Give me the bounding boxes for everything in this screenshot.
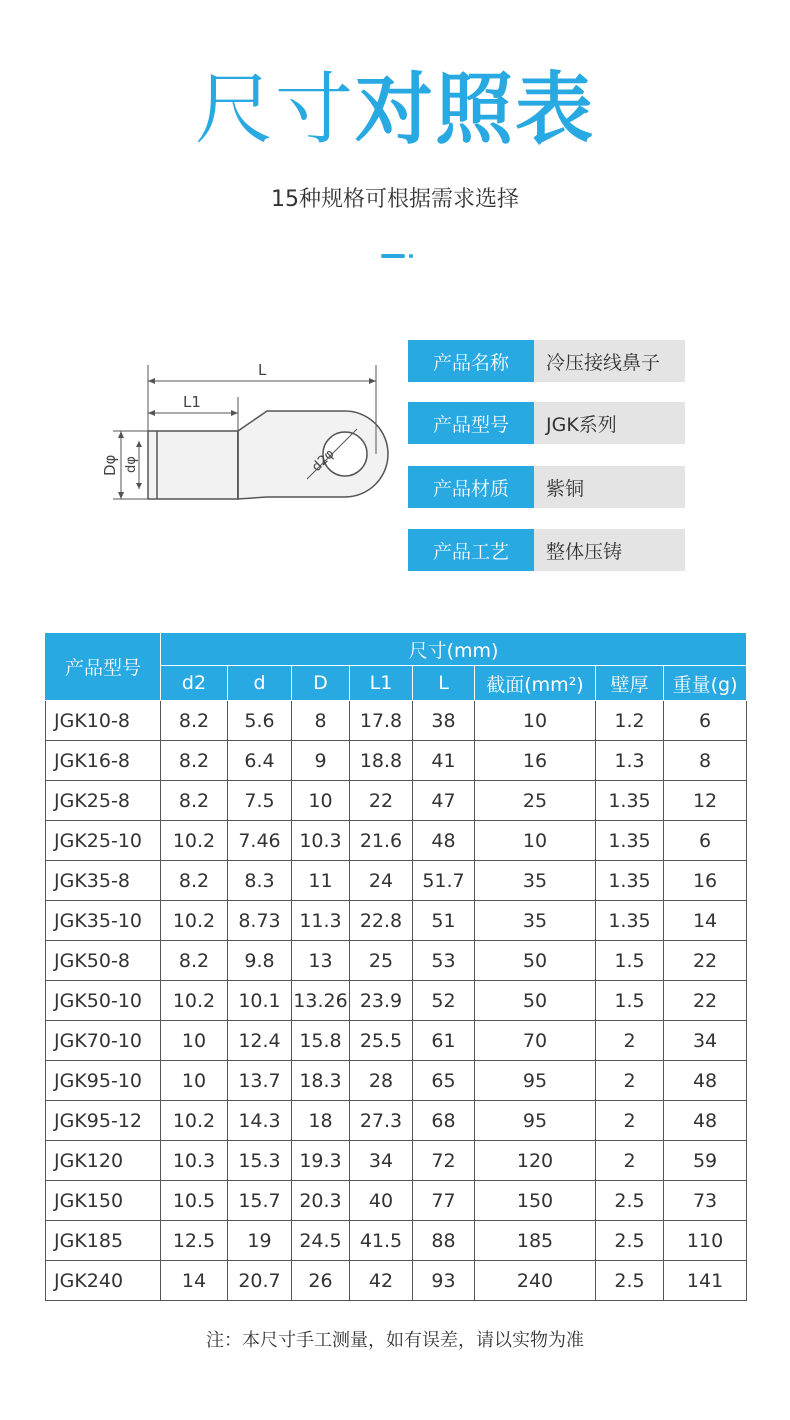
table-row (46, 1221, 747, 1261)
table-body (46, 701, 747, 1301)
cell-model: JGK10-8 (46, 701, 161, 741)
table-cell: 95 (475, 1101, 596, 1141)
table-cell: 16 (475, 741, 596, 781)
table-cell: 8.3 (228, 861, 292, 901)
table-cell: 1.35 (596, 781, 664, 821)
table-cell: 185 (475, 1221, 596, 1261)
table-cell: 35 (475, 901, 596, 941)
table-cell: 24.5 (292, 1221, 350, 1261)
cell-model: JGK50-8 (46, 941, 161, 981)
table-row (46, 901, 747, 941)
table-cell: 1.5 (596, 981, 664, 1021)
table-row (46, 701, 747, 741)
dim-label-d: dφ (124, 456, 139, 473)
table-cell: 47 (413, 781, 475, 821)
table-cell: 20.3 (292, 1181, 350, 1221)
table-cell: 28 (350, 1061, 413, 1101)
cell-model: JGK35-8 (46, 861, 161, 901)
table-cell: 2 (596, 1101, 664, 1141)
table-cell: 2.5 (596, 1181, 664, 1221)
table-cell: 10.3 (161, 1141, 228, 1181)
cell-model: JGK150 (46, 1181, 161, 1221)
table-cell: 12 (664, 781, 747, 821)
table-row (46, 941, 747, 981)
spec-key: 产品材质 (408, 466, 534, 508)
table-cell: 24 (350, 861, 413, 901)
table-cell: 10.2 (161, 981, 228, 1021)
table-cell: 19 (228, 1221, 292, 1261)
table-cell: 51 (413, 901, 475, 941)
title-thin: 尺寸 (194, 65, 355, 155)
table-cell: 38 (413, 701, 475, 741)
page-title (0, 62, 790, 158)
table-cell: 50 (475, 981, 596, 1021)
header-group-dimensions: 尺寸(mm) (161, 633, 747, 666)
spec-row-model (408, 402, 685, 444)
table-cell: 52 (413, 981, 475, 1021)
table-cell: 10.2 (161, 821, 228, 861)
table-cell: 14.3 (228, 1101, 292, 1141)
table-cell: 2.5 (596, 1261, 664, 1301)
table-cell: 12.5 (161, 1221, 228, 1261)
table-cell: 34 (350, 1141, 413, 1181)
table-cell: 48 (664, 1101, 747, 1141)
table-cell: 19.3 (292, 1141, 350, 1181)
dim-label-D: Dφ (101, 454, 119, 476)
table-cell: 18.3 (292, 1061, 350, 1101)
table-cell: 48 (664, 1061, 747, 1101)
table-cell: 8 (292, 701, 350, 741)
table-cell: 2.5 (596, 1221, 664, 1261)
table-cell: 8.2 (161, 741, 228, 781)
spec-key: 产品名称 (408, 340, 534, 382)
table-cell: 10.2 (161, 1101, 228, 1141)
table-cell: 11 (292, 861, 350, 901)
table-row (46, 1061, 747, 1101)
table-cell: 1.35 (596, 901, 664, 941)
table-cell: 2 (596, 1021, 664, 1061)
table-cell: 15.3 (228, 1141, 292, 1181)
cell-model: JGK70-10 (46, 1021, 161, 1061)
table-cell: 15.7 (228, 1181, 292, 1221)
table-cell: 141 (664, 1261, 747, 1301)
table-cell: 73 (664, 1181, 747, 1221)
table-cell: 70 (475, 1021, 596, 1061)
table-cell: 12.4 (228, 1021, 292, 1061)
column-header: 截面(mm²) (475, 666, 596, 701)
table-cell: 50 (475, 941, 596, 981)
title-bold: 对照表 (355, 65, 596, 155)
table-cell: 53 (413, 941, 475, 981)
table-cell: 20.7 (228, 1261, 292, 1301)
table-cell: 8.2 (161, 781, 228, 821)
table-cell: 10 (161, 1061, 228, 1101)
table-cell: 110 (664, 1221, 747, 1261)
column-header: D (292, 666, 350, 701)
table-cell: 10 (292, 781, 350, 821)
table-cell: 18 (292, 1101, 350, 1141)
table-cell: 8.2 (161, 701, 228, 741)
table-cell: 120 (475, 1141, 596, 1181)
page-subtitle: 15种规格可根据需求选择 (271, 187, 519, 212)
table-cell: 59 (664, 1141, 747, 1181)
table-cell: 61 (413, 1021, 475, 1061)
table-row (46, 1141, 747, 1181)
table-cell: 77 (413, 1181, 475, 1221)
cell-model: JGK95-10 (46, 1061, 161, 1101)
table-row (46, 861, 747, 901)
table-cell: 21.6 (350, 821, 413, 861)
table-row (46, 1261, 747, 1301)
dimension-table (45, 632, 747, 1301)
table-cell: 10 (475, 701, 596, 741)
table-cell: 1.2 (596, 701, 664, 741)
table-cell: 22 (664, 941, 747, 981)
table-row (46, 741, 747, 781)
cell-model: JGK16-8 (46, 741, 161, 781)
header-model: 产品型号 (46, 633, 161, 701)
cell-model: JGK25-10 (46, 821, 161, 861)
table-cell: 9.8 (228, 941, 292, 981)
table-cell: 2 (596, 1141, 664, 1181)
table-cell: 6 (664, 821, 747, 861)
table-cell: 10.3 (292, 821, 350, 861)
table-cell: 13.26 (292, 981, 350, 1021)
table-cell: 8.2 (161, 861, 228, 901)
cell-model: JGK35-10 (46, 901, 161, 941)
dim-label-d2: d2φ (309, 446, 338, 475)
table-cell: 15.8 (292, 1021, 350, 1061)
table-cell: 23.9 (350, 981, 413, 1021)
cell-model: JGK25-8 (46, 781, 161, 821)
table-cell: 68 (413, 1101, 475, 1141)
table-cell: 25 (475, 781, 596, 821)
table-cell: 13.7 (228, 1061, 292, 1101)
table-row (46, 981, 747, 1021)
table-cell: 7.5 (228, 781, 292, 821)
table-cell: 10 (475, 821, 596, 861)
table-cell: 22 (664, 981, 747, 1021)
table-cell: 51.7 (413, 861, 475, 901)
table-cell: 150 (475, 1181, 596, 1221)
spec-value: 冷压接线鼻子 (534, 340, 685, 382)
table-cell: 25.5 (350, 1021, 413, 1061)
cell-model: JGK95-12 (46, 1101, 161, 1141)
table-cell: 1.5 (596, 941, 664, 981)
table-cell: 13 (292, 941, 350, 981)
footer-note: 注：本尺寸手工测量，如有误差，请以实物为准 (206, 1330, 584, 1351)
cell-model: JGK120 (46, 1141, 161, 1181)
column-header: d (228, 666, 292, 701)
table-cell: 1.35 (596, 821, 664, 861)
table-cell: 2 (596, 1061, 664, 1101)
table-row (46, 821, 747, 861)
table-cell: 1.35 (596, 861, 664, 901)
table-row (46, 781, 747, 821)
spec-row-process (408, 529, 685, 571)
terminal-lug-diagram (95, 345, 395, 515)
table-cell: 1.3 (596, 741, 664, 781)
column-header: d2 (161, 666, 228, 701)
decorative-dash (381, 254, 405, 258)
spec-row-material (408, 466, 685, 508)
table-cell: 6.4 (228, 741, 292, 781)
table-cell: 14 (161, 1261, 228, 1301)
column-header: 重量(g) (664, 666, 747, 701)
decorative-dot (409, 254, 413, 258)
cell-model: JGK50-10 (46, 981, 161, 1021)
table-cell: 10.2 (161, 901, 228, 941)
table-row (46, 1181, 747, 1221)
table-cell: 9 (292, 741, 350, 781)
table-cell: 65 (413, 1061, 475, 1101)
table-cell: 11.3 (292, 901, 350, 941)
column-header: L1 (350, 666, 413, 701)
table-cell: 22.8 (350, 901, 413, 941)
table-cell: 95 (475, 1061, 596, 1101)
table-cell: 240 (475, 1261, 596, 1301)
cell-model: JGK185 (46, 1221, 161, 1261)
table-cell: 27.3 (350, 1101, 413, 1141)
table-row (46, 1101, 747, 1141)
spec-key: 产品工艺 (408, 529, 534, 571)
table-cell: 8 (664, 741, 747, 781)
table-cell: 5.6 (228, 701, 292, 741)
column-header: L (413, 666, 475, 701)
table-cell: 6 (664, 701, 747, 741)
table-cell: 48 (413, 821, 475, 861)
spec-row-name (408, 340, 685, 382)
dim-label-L: L (258, 361, 267, 379)
table-cell: 35 (475, 861, 596, 901)
table-cell: 14 (664, 901, 747, 941)
table-cell: 22 (350, 781, 413, 821)
column-header: 壁厚 (596, 666, 664, 701)
table-cell: 72 (413, 1141, 475, 1181)
table-cell: 41.5 (350, 1221, 413, 1261)
table-cell: 42 (350, 1261, 413, 1301)
table-cell: 17.8 (350, 701, 413, 741)
dim-label-L1: L1 (183, 393, 201, 411)
table-cell: 8.2 (161, 941, 228, 981)
table-cell: 7.46 (228, 821, 292, 861)
table-cell: 34 (664, 1021, 747, 1061)
table-cell: 10.5 (161, 1181, 228, 1221)
table-cell: 16 (664, 861, 747, 901)
table-cell: 10.1 (228, 981, 292, 1021)
table-cell: 10 (161, 1021, 228, 1061)
table-cell: 88 (413, 1221, 475, 1261)
table-cell: 41 (413, 741, 475, 781)
table-cell: 18.8 (350, 741, 413, 781)
spec-value: JGK系列 (534, 402, 685, 444)
table-cell: 40 (350, 1181, 413, 1221)
table-cell: 26 (292, 1261, 350, 1301)
spec-value: 整体压铸 (534, 529, 685, 571)
table-row (46, 1021, 747, 1061)
spec-key: 产品型号 (408, 402, 534, 444)
table-cell: 93 (413, 1261, 475, 1301)
spec-value: 紫铜 (534, 466, 685, 508)
table-cell: 25 (350, 941, 413, 981)
table-cell: 8.73 (228, 901, 292, 941)
cell-model: JGK240 (46, 1261, 161, 1301)
